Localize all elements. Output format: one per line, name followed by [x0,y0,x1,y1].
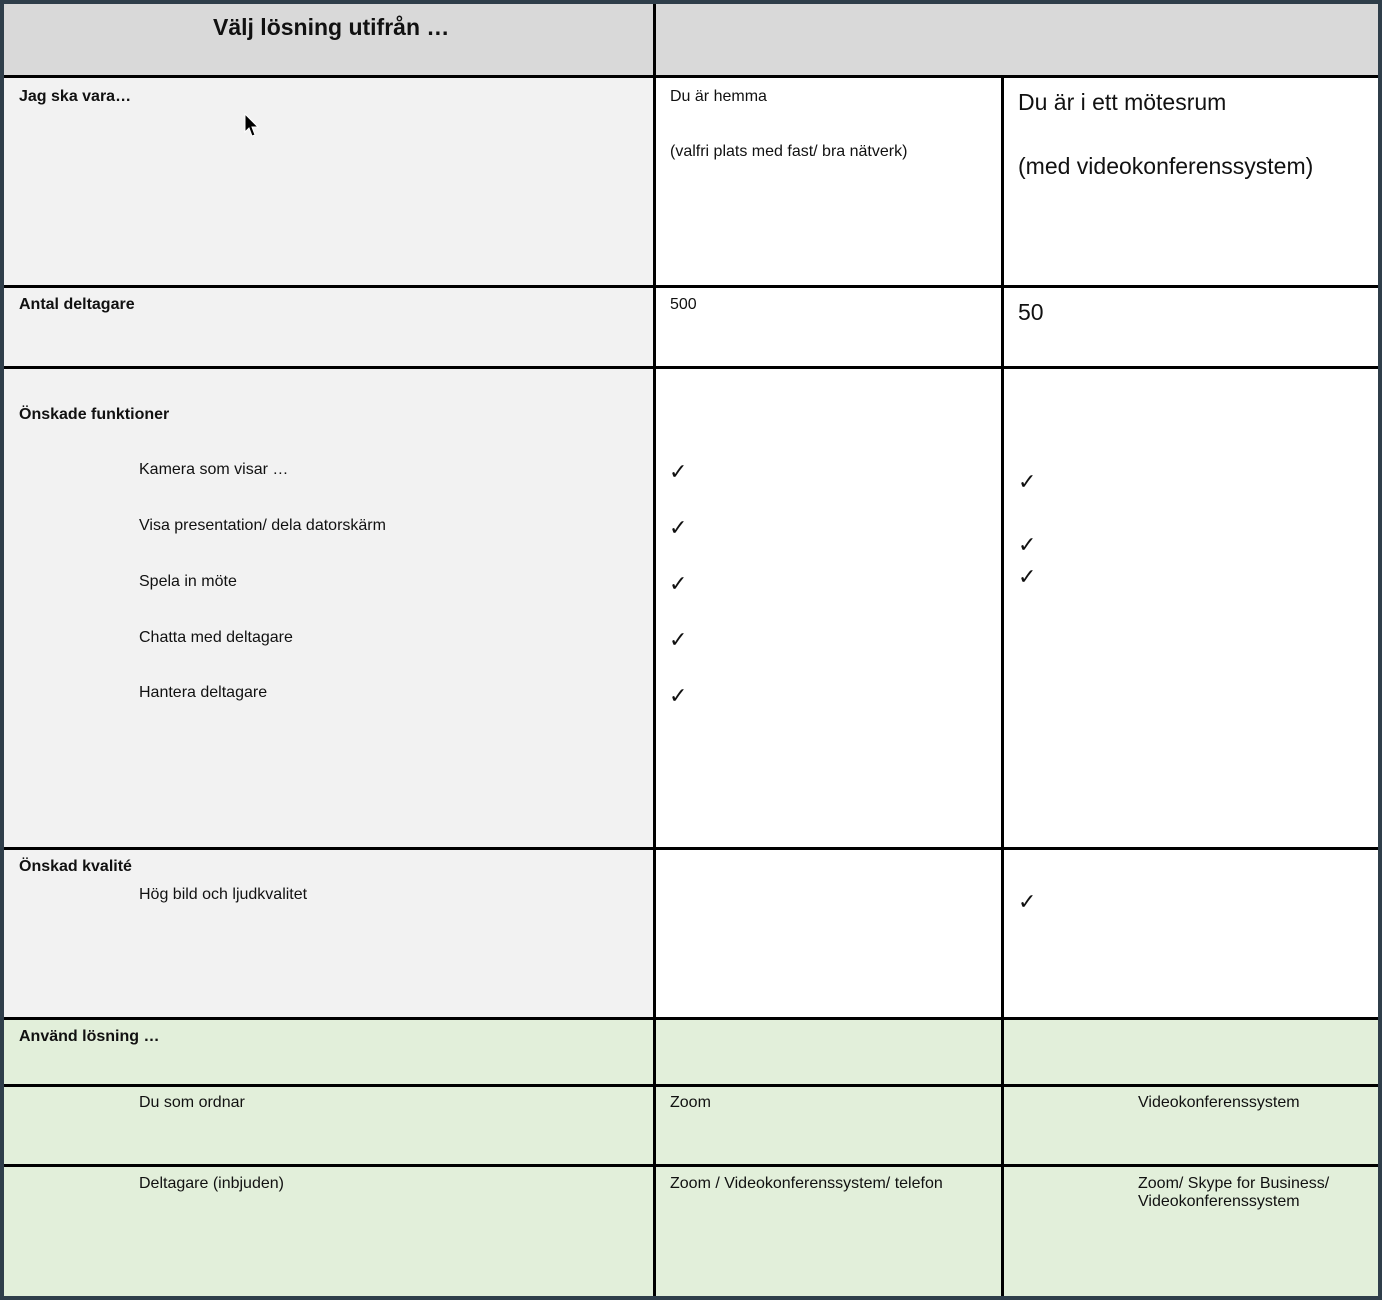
check-icon: ✓ [669,516,688,541]
row-label-solution: Använd lösning … [19,1028,160,1045]
check-icon: ✓ [669,628,688,653]
header-row [4,4,1378,77]
quality-item-label: Hög bild och ljudkvalitet [139,886,308,903]
function-label-camera: Kamera som visar … [139,461,289,478]
grid-line [653,4,656,1296]
function-label-manage: Hantera deltagare [139,684,268,701]
home-location-title: Du är hemma [670,88,767,105]
label-cell-location [4,77,654,286]
row-label-quality: Önskad kvalité [19,858,132,875]
organizer-room-value: Videokonferenssystem [1138,1094,1300,1111]
grid-line [4,847,1378,850]
grid-line [4,1164,1378,1167]
room-participants-value: 50 [1018,299,1044,325]
invited-home-value: Zoom / Videokonferenssystem/ telefon [670,1175,943,1192]
room-location-title: Du är i ett mötesrum [1018,89,1227,115]
check-icon: ✓ [669,572,688,597]
row-label-participants: Antal deltagare [19,296,135,313]
check-icon: ✓ [1018,470,1037,495]
check-icon: ✓ [1018,890,1037,915]
function-label-chat: Chatta med deltagare [139,629,293,646]
home-participants-value: 500 [670,296,697,313]
grid-line [4,285,1378,288]
check-icon: ✓ [669,460,688,485]
table-title: Välj lösning utifrån … [213,14,450,40]
label-cell-functions [4,368,654,848]
function-label-presentation: Visa presentation/ dela datorskärm [139,517,386,534]
check-icon: ✓ [669,684,688,709]
row-label-location: Jag ska vara… [19,88,132,105]
grid-line [1001,75,1004,1296]
organizer-home-value: Zoom [670,1094,711,1111]
function-label-record: Spela in möte [139,573,237,590]
check-icon: ✓ [1018,565,1037,590]
grid-line [4,75,1378,78]
grid-line [4,1017,1378,1020]
mouse-cursor-icon [244,113,260,139]
solution-header-row [4,1020,1378,1086]
room-location-detail: (med videokonferenssystem) [1018,153,1314,179]
organizer-label: Du som ordnar [139,1094,245,1111]
row-label-functions: Önskade funktioner [19,406,170,423]
grid-line [4,366,1378,369]
grid-line [4,1084,1378,1087]
invited-label: Deltagare (inbjuden) [139,1175,284,1192]
home-location-detail: (valfri plats med fast/ bra nätverk) [670,143,908,160]
invited-room-value: Zoom/ Skype for Business/ Videokonferenssystem [1138,1175,1330,1210]
solution-table [4,4,1378,1296]
check-icon: ✓ [1018,533,1037,558]
